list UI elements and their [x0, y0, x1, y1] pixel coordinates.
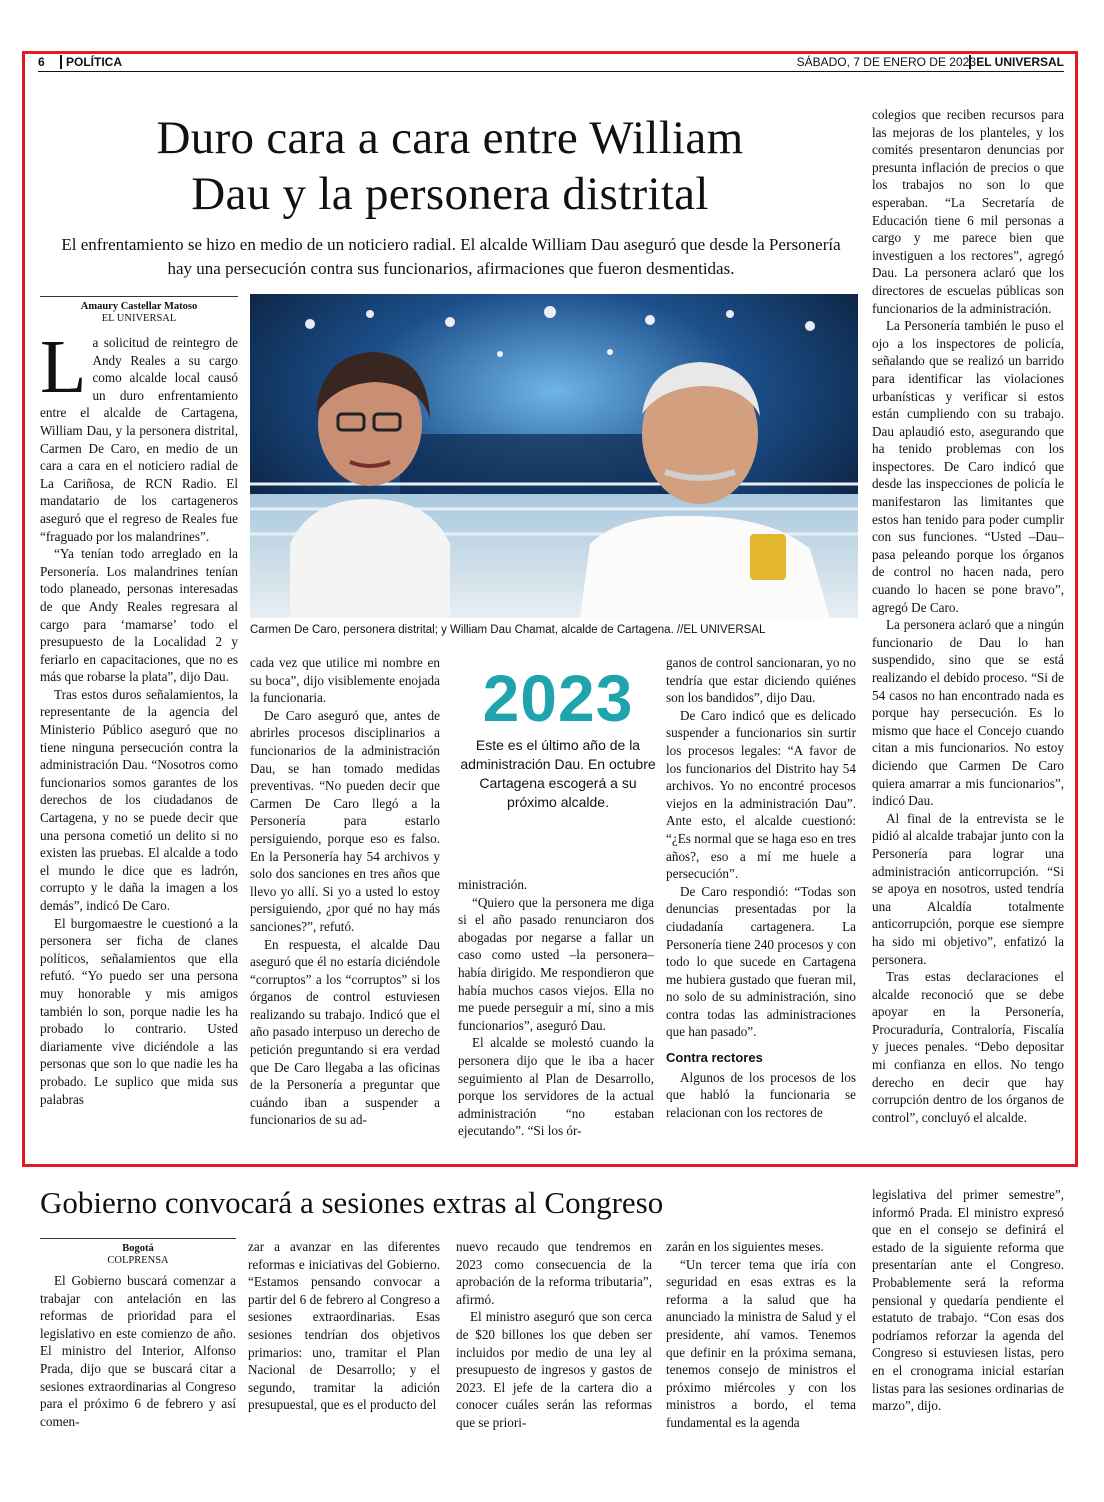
paragraph: De Caro indicó que es delicado suspender a funcionarios sin surtir los procesos legales: “A favor de los funcionarios del Distrito hay 54 archivos. Yo no encontré procesos viejos en la administración Dau”. Ante esto, el alcalde cuestionó: “¿Es normal que se haga eso en tres años?, eso a mí me huele a persecución”. — [666, 707, 856, 882]
byline — [40, 296, 238, 325]
article-column-2 — [250, 654, 440, 1129]
article-column-3 — [458, 876, 654, 1140]
paragraph: legislativa del primer semestre”, informó Prada. El ministro expresó que en el consejo se definirá el estado de la siguiente reforma que presentarían ante el Congreso. Probablemente será la reforma pensional y quedaría pendiente el estatuto de trabajo. “Con esas dos podríamos reforzar la agenda del Congreso si estuviesen listas, pero en el cronograma inicial estarían listas para las sesiones ordinarias de marzo”, dijo. — [872, 1187, 1064, 1414]
author-name: Amaury Castellar Matoso — [80, 301, 198, 312]
article2-column-4 — [666, 1238, 856, 1432]
article-column-4 — [666, 654, 856, 1121]
paragraph: La personera aclaró que a ningún funcionario de Dau lo han suspendido, sino que se está realizando el debido proceso. “Si de 54 casos no han encontrado nada es porque hay persecución. Es lo mismo que hace el Concejo cuando citan a mis funcionarios. No estoy diciendo que Carmen De Caro quiera amarrar a mis funcionarios”, indicó Dau. — [872, 617, 1064, 809]
subheading: Contra rectores — [666, 1050, 763, 1066]
callout-text: Este es el último año de la administración Dau. En octubre Cartagena escogerá a su próximo alcalde. — [460, 737, 656, 810]
boxing-ring-photo — [250, 294, 858, 618]
article-photo — [250, 294, 858, 618]
headline-line-2: Dau y la personera distrital — [191, 168, 709, 220]
article-column-5 — [872, 106, 1064, 1126]
paragraph: Tras estos duros señalamientos, la representante de la agencia del Ministerio Público aseguró que no tiene ninguna persecución contra la administración Dau. “Nosotros como funcionarios somos garantes de los derechos de los ciudadanos de Cartagena, y no se puede decir que una persona cometió un delito si no existen las pruebas. El alcalde a todo el mundo le dice que es ladrón, corrupto y le daña la imagen a los demás”, indicó De Caro. — [40, 686, 238, 913]
byline-rule — [40, 1238, 236, 1239]
paragraph: En respuesta, el alcalde Dau aseguró que él no estaría diciéndole “corruptos” a los “corruptos” si los órganos de control estuviesen realizando su trabajo. Indicó que el año pasado interpuso un derecho de petición preguntando si era verdad que De Caro llegaba a las oficinas de la Personería a preguntar que cuándo iban a suspender a funcionarios de su ad- — [250, 936, 440, 1128]
paragraph: nuevo recaudo que tendremos en 2023 como consecuencia de la aprobación de la reforma tributaria”, afirmó. — [456, 1239, 652, 1307]
section-name: POLÍTICA — [60, 55, 122, 69]
article2-headline: Gobierno convocará a sesiones extras al Congreso — [40, 1185, 664, 1220]
paragraph: De Caro respondió: “Todas son denuncias presentadas por la ciudadanía cartagenera. La Personería tiene 240 procesos y con todo lo que sucede en Cartagena me hubiera gustado que fueran mil, no solo de su administración, sino contra todas las administraciones que han pasado”. — [666, 883, 856, 1040]
paragraph: El ministro aseguró que son cerca de $20 billones los que deben ser incluidos por medio de una ley al presupuesto de ingresos y gastos de 2023. El jefe de la cartera dio a conocer cuáles serán las reformas que se priori- — [456, 1309, 652, 1430]
issue-date: SÁBADO, 7 DE ENERO DE 2023 — [796, 55, 976, 69]
paragraph: “Quiero que la personera me diga si el año pasado renunciaron dos abogadas por negarse a fallar un caso como usted –la personera– había dirigido. Me respondieron que había muchos casos viejos. Ella no me puede perseguir a mí, sino a mis funcionarios”, aseguró Dau. — [458, 894, 654, 1033]
paragraph: “Un tercer tema que iría con seguridad en esas extras es la reforma a la salud que ha anunciado la ministra de Salud y el presidente, ahí vamos. Tenemos que definir en la próxima semana, tenemos consejo de ministros el próximo miércoles y con los ministros a bordo, el tema fundamental es la agenda — [666, 1256, 856, 1430]
paragraph: zarán en los siguientes meses. — [666, 1239, 824, 1254]
paragraph: De Caro aseguró que, antes de abrirles procesos disciplinarios a funcionarios de la administración Dau, se han tomado medidas preventivas. “No pueden decir que Carmen De Caro llegó a la Personería para estarlo persiguiendo, porque eso es falso. En la Personería hay 54 archivos y solo dos sanciones en tres años que llevo yo allí. Si yo a usted lo estoy persiguiendo, ¿por qué no hay más sanciones?”, refutó. — [250, 707, 440, 934]
callout-year: 2023 — [482, 661, 634, 735]
article2-column-5 — [872, 1186, 1064, 1415]
article-deck: El enfrentamiento se hizo en medio de un noticiero radial. El alcalde William Dau aseguró que desde la Personería hay una persecución contra sus funcionarios, afirmaciones que fueron desmentidas. — [61, 235, 841, 278]
paragraph: La solicitud de reintegro de Andy Reales a su cargo como alcalde local causó un duro enfrentamiento entre el alcalde de Cartagena, William Dau, y la personera distrital, Carmen De Caro, en medio de un cara a cara en el noticiero radial de La Cariñosa, de RCN Radio. El mandatario de los cartageneros aseguró que el regreso de Reales fue “fraguado por los malandrines”. — [40, 325, 238, 544]
paragraph: El alcalde se molestó cuando la personera dijo que le iba a hacer seguimiento al Plan de Desarrollo, porque los servidores de la actual administración “no estaban ejecutando”. “Si los ór- — [458, 1035, 654, 1139]
paragraph: zar a avanzar en las diferentes reformas e iniciativas del Gobierno. “Estamos pensando convocar a partir del 6 de febrero al Congreso a sesiones extraordinarias. Esas sesiones tendrían dos objetivos primarios: uno, tramitar el Plan Nacional de Desarrollo; y el segundo, tramitar la adición presupuestal, que es el producto del — [248, 1239, 440, 1413]
article-headline — [60, 110, 840, 222]
paragraph: La Personería también le puso el ojo a los inspectores de policía, señalando que se realizó un barrido para identificar las violaciones urbanísticas y verificar si estos están cumpliendo con su trabajo. Dau aplaudió esto, asegurando que ha tenido problemas con los inspectores. De Caro indicó que desde las inspecciones de policía le manifestaron las limitantes que estos han tenido para poder cumplir con sus funciones. “Usted –Dau– pasa peleando porque los órganos de control no hacen nada, pero cuando lo hacen se pone bravo”, agregó De Caro. — [872, 318, 1064, 615]
paragraph: cada vez que utilice mi nombre en su boca”, dijo visiblemente enojada la funcionaria. — [250, 655, 440, 706]
byline-rule — [40, 296, 238, 297]
paragraph: colegios que reciben recursos para las mejoras de los planteles, y los comités presentaron denuncias por presunta inflación de precios o que los trabajos no son lo que esperaban. “La Secretaría de Educación tiene 6 mil personas a cargo y me parece bien que investiguen a los rectores”, agregó Dau. La personera aclaró que los directores de escuelas públicas son funcionarios de la administración. — [872, 107, 1064, 316]
headline-line-1: Duro cara a cara entre William — [156, 112, 744, 164]
page-number: 6 — [38, 55, 45, 69]
photo-caption: Carmen De Caro, personera distrital; y William Dau Chamat, alcalde de Cartagena. //EL UNIVERSAL — [250, 624, 766, 636]
newspaper-brand: EL UNIVERSAL — [969, 55, 1064, 69]
paragraph: ganos de control sancionaran, yo no tendría que estar diciendo quiénes son los bandidos”, dijo Dau. — [666, 655, 856, 706]
article2-column-3 — [456, 1238, 652, 1432]
article-column-1 — [40, 325, 238, 1108]
paragraph: El burgomaestre le cuestionó a la personera ser ficha de clanes políticos, señalamientos que ella refutó. “Yo puedo ser una persona muy honorable y mis amigos también lo son, porque nadie les ha probado lo contrario. Usted diariamente vive diciéndole a las personas que son lo que nadie les ha probado. Le suplico que mida sus palabras — [40, 915, 238, 1107]
byline-place: Bogotá — [122, 1243, 154, 1254]
author-outlet: EL UNIVERSAL — [101, 313, 177, 324]
byline-outlet: COLPRENSA — [107, 1255, 169, 1266]
article2-column-1 — [40, 1272, 236, 1430]
paragraph: Algunos de los procesos de los que habló la funcionaria se relacionan con los rectores de — [666, 1069, 856, 1120]
paragraph: El Gobierno buscará comenzar a trabajar con antelación en las reformas de prioridad para el legislativo en este comienzo de año. El ministro del Interior, Alfonso Prada, dijo que se buscará citar a sesiones extraordinarias al Congreso para el próximo 6 de febrero y así comen- — [40, 1273, 236, 1429]
paragraph: Tras estas declaraciones el alcalde reconoció que se debe apoyar en la Personería, Procuraduría, Contraloría, Fiscalía y jueces penales. “Debo depositar mi confianza en ellos. No tengo derecho en decir que hay corrupción dentro de los órganos de control”, concluyó el alcalde. — [872, 969, 1064, 1125]
paragraph: ministración. — [458, 877, 528, 892]
article2-byline — [40, 1238, 236, 1267]
drop-cap: L — [40, 325, 87, 409]
paragraph: Al final de la entrevista se le pidió al alcalde trabajar junto con la Personería para lograr una administración anticorrupción. “Si se apoya en nosotros, usted tendría una Alcaldía totalmente anticorrupción, porque ese siempre ha sido mi objetivo”, enfatizó la personera. — [872, 810, 1064, 967]
paragraph: “Ya tenían todo arreglado en la Personería. Los malandrines tenían todo planeado, personas interesadas de que Andy Reales regresara al cargo para ‘mamarse’ todo el presupuesto de la Localidad 2 y feriarlo en capacitaciones, que no es más que robarse la plata”, dijo Dau. — [40, 546, 238, 685]
article2-column-2 — [248, 1238, 440, 1414]
